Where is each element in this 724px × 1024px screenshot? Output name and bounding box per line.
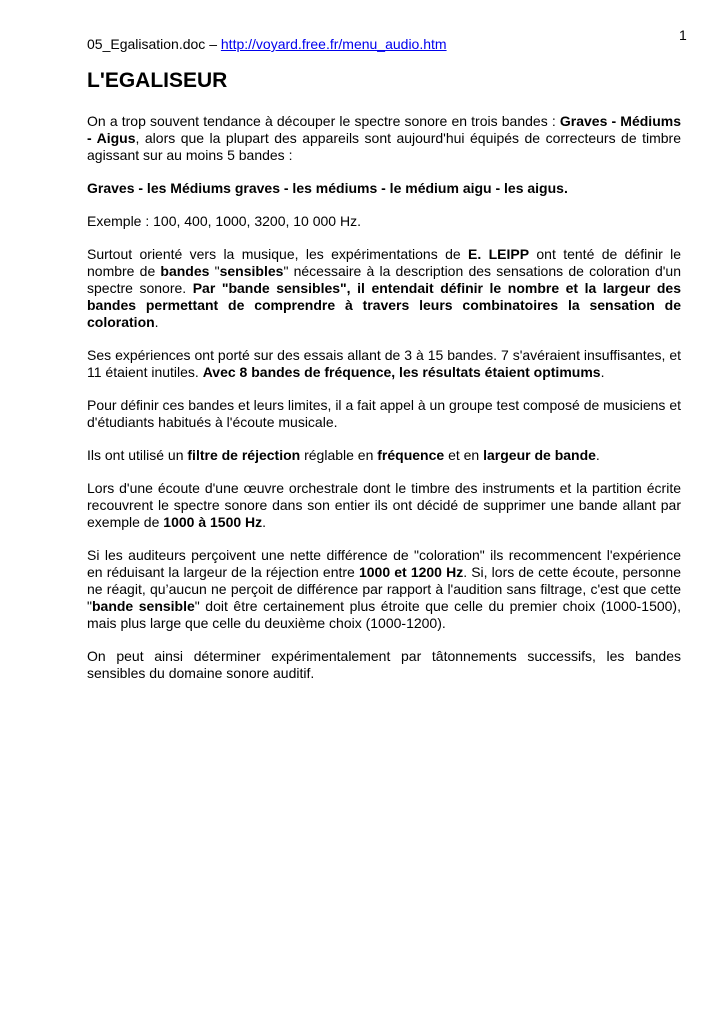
leipp-text-5: . (154, 314, 159, 330)
paragraph-intro (87, 113, 681, 164)
paragraph-example: Exemple : 100, 400, 1000, 3200, 10 000 Hz. (87, 213, 361, 229)
page-title: L'EGALISEUR (87, 69, 228, 92)
leipp-text-4: " nécessaire à la description des sensations de coloration d'un spectre sonore. (87, 263, 682, 296)
orchestral-text-1: Lors d'une écoute d'une œuvre orchestrale dont le timbre des instruments et la partition écrite recouvrent le spectre sonore dans son entier ils ont décidé de supprimer une bande allant par exemple de (87, 480, 681, 530)
leipp-bold-sensibles: sensibles (219, 263, 284, 279)
paragraph-leipp (87, 246, 681, 331)
header-filename: 05_Egalisation.doc (87, 36, 206, 52)
paragraph-experiments (87, 347, 681, 381)
paragraph-listeners (87, 547, 681, 632)
listeners-text-1: Si les auditeurs perçoivent une nette différence de "coloration" ils recommencent l'expérience en réduisant la largeur de la réjection entre (87, 547, 681, 580)
leipp-text-3: " (209, 263, 220, 279)
leipp-text-2: ont tenté de définir le nombre de (87, 246, 682, 279)
paragraph-conclusion: On peut ainsi déterminer expérimentalement par tâtonnements successifs, les bandes sensibles du domaine sonore auditif. (87, 648, 681, 681)
leipp-bold-name: E. LEIPP (468, 246, 530, 262)
paragraph-test-group: Pour définir ces bandes et leurs limites, il a fait appel à un groupe test composé de musiciens et d'étudiants habitués à l'écoute musicale. (87, 397, 681, 430)
filter-text-2: réglable en (300, 447, 378, 463)
filter-text-1: Ils ont utilisé un (87, 447, 188, 463)
paragraph-intro-text-2: , alors que la plupart des appareils sont aujourd'hui équipés de correcteurs de timbre agissant sur au moins 5 bandes : (87, 130, 682, 163)
listeners-bold-band: bande sensible (91, 598, 195, 614)
experiments-text-2: . (600, 364, 605, 380)
leipp-text-1: Surtout orienté vers la musique, les expérimentations de (87, 246, 468, 262)
paragraph-intro-text-1: On a trop souvent tendance à découper le spectre sonore en trois bandes : (87, 113, 560, 129)
filter-bold-bandwidth: largeur de bande (483, 447, 596, 463)
paragraph-orchestral (87, 480, 681, 531)
listeners-text-3: " doit être certainement plus étroite que celle du premier choix (1000-1500), mais plus large que celle du deuxième choix (1000-1200). (87, 598, 681, 631)
header-link[interactable]: http://voyard.free.fr/menu_audio.htm (220, 36, 447, 52)
orchestral-text-2: . (262, 514, 267, 530)
experiments-text-1: Ses expériences ont porté sur des essais allant de 3 à 15 bandes. 7 s'avéraient insuffisantes, et 11 étaient inutiles. (87, 347, 681, 380)
band-list-bold: Graves - les Médiums graves - les médiums - le médium aigu - les aigus. (87, 180, 568, 196)
filter-text-4: . (595, 447, 600, 463)
paragraph-band-list (87, 180, 681, 197)
filter-bold-frequency: fréquence (377, 447, 445, 463)
header-separator: – (205, 36, 221, 52)
page-number: 1 (679, 27, 687, 43)
orchestral-bold-range: 1000 à 1500 Hz (163, 514, 263, 530)
listeners-text-2: . Si, lors de cette écoute, personne ne réagit, qu’aucun ne perçoit de différence par rapport à l'audition sans filtrage, c'est que cette " (87, 564, 681, 614)
document-header (87, 36, 447, 53)
document-body (87, 113, 681, 698)
paragraph-filter (87, 447, 681, 464)
paragraph-intro-bold-bands: Graves - Médiums - Aigus (87, 113, 681, 146)
leipp-bold-definition: Par "bande sensibles", il entendait définir le nombre et la largeur des bandes permettant de comprendre à travers leurs combinatoires la sensation de coloration (87, 280, 681, 330)
experiments-bold-result: Avec 8 bandes de fréquence, les résultats étaient optimums (202, 364, 601, 380)
listeners-bold-range: 1000 et 1200 Hz (358, 564, 464, 580)
filter-bold-filter: filtre de réjection (187, 447, 301, 463)
leipp-bold-bandes: bandes (160, 263, 210, 279)
filter-text-3: et en (444, 447, 484, 463)
